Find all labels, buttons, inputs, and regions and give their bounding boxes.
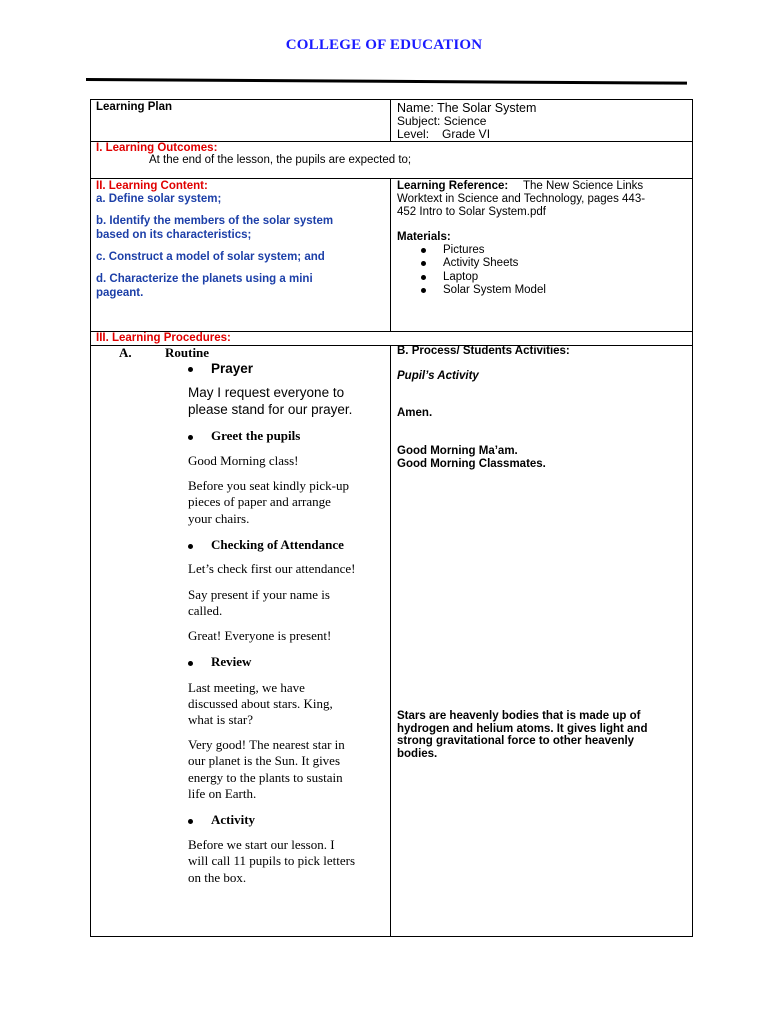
review-p1-l2: discussed about stars. King, — [188, 696, 333, 711]
attendance-p3: Great! Everyone is present! — [188, 628, 332, 643]
section-a-title: Routine — [165, 345, 210, 360]
row-divider — [90, 178, 693, 179]
section-a-label: A. — [119, 345, 132, 360]
procedures-heading: III. Learning Procedures: — [96, 332, 231, 344]
review-title: Review — [211, 654, 252, 669]
material-item: Laptop — [443, 271, 479, 283]
content-heading: II. Learning Content: — [96, 180, 208, 192]
column-divider — [390, 345, 391, 937]
reference-line1: The New Science Links — [523, 180, 644, 192]
reference-label: Learning Reference: — [397, 180, 509, 192]
review-p2-l3: energy to the plants to sustain — [188, 770, 343, 785]
activity-p1-l3: on the box. — [188, 870, 247, 885]
outcomes-intro: At the end of the lesson, the pupils are expected to; — [149, 154, 412, 166]
review-p1-l1: Last meeting, we have — [188, 680, 305, 695]
activity-p1-l1: Before we start our lesson. I — [188, 837, 335, 852]
materials-label: Materials: — [397, 231, 451, 243]
column-divider — [390, 99, 391, 141]
greet-reply-1: Good Morning Ma’am. — [397, 445, 518, 457]
review-p1-l3: what is star? — [188, 712, 253, 727]
review-p2-l2: our planet is the Sun. It gives — [188, 753, 341, 768]
attendance-title: Checking of Attendance — [211, 537, 344, 552]
material-item: Pictures — [443, 244, 485, 256]
bullet-icon — [421, 248, 426, 253]
bullet-icon — [188, 661, 193, 666]
attendance-p1: Let’s check first our attendance! — [188, 561, 356, 576]
review-p2-l4: life on Earth. — [188, 786, 257, 801]
college-header: COLLEGE OF EDUCATION — [285, 37, 483, 53]
outcomes-heading: I. Learning Outcomes: — [96, 142, 218, 154]
learning-plan-title: Learning Plan — [96, 101, 173, 113]
activity-p1-l2: will call 11 pupils to pick letters — [188, 853, 356, 868]
material-item: Activity Sheets — [443, 257, 519, 269]
column-divider — [390, 178, 391, 331]
process-heading: B. Process/ Students Activities: — [397, 345, 570, 357]
activity-title: Activity — [211, 812, 256, 827]
objective-b: b. Identify the members of the solar system — [96, 215, 334, 227]
greet-p2-l2: pieces of paper and arrange — [188, 494, 331, 509]
bullet-icon — [188, 819, 193, 824]
prayer-title: Prayer — [211, 361, 254, 376]
attendance-p2-l1: Say present if your name is — [188, 587, 330, 602]
prayer-line2: please stand for our prayer. — [188, 402, 353, 417]
bullet-icon — [188, 435, 193, 440]
star-answer-line2: hydrogen and helium atoms. It gives light and — [397, 723, 648, 735]
greet-p2-l3: your chairs. — [188, 511, 250, 526]
objective-b-cont: based on its characteristics; — [96, 229, 252, 241]
reference-line3: 452 Intro to Solar System.pdf — [397, 206, 546, 218]
greet-title: Greet the pupils — [211, 428, 301, 443]
objective-d-cont: pageant. — [96, 287, 144, 299]
greet-reply-2: Good Morning Classmates. — [397, 458, 546, 470]
bullet-icon — [421, 275, 426, 280]
bullet-icon — [421, 288, 426, 293]
header-rule — [86, 78, 687, 85]
bullet-icon — [421, 261, 426, 266]
objective-c: c. Construct a model of solar system; and — [96, 251, 325, 263]
pupils-activity-label: Pupil’s Activity — [397, 370, 479, 382]
plan-subject: Subject: Science — [397, 114, 487, 128]
greet-p2-l1: Before you seat kindly pick-up — [188, 478, 350, 493]
greet-p1: Good Morning class! — [188, 453, 299, 468]
prayer-line1: May I request everyone to — [188, 385, 345, 400]
plan-name: Name: The Solar System — [397, 101, 537, 115]
objective-d: d. Characterize the planets using a mini — [96, 273, 313, 285]
objective-a: a. Define solar system; — [96, 193, 222, 205]
star-answer-line4: bodies. — [397, 748, 438, 760]
bullet-icon — [188, 367, 193, 372]
plan-level-label: Level: — [397, 127, 430, 141]
plan-level-value: Grade VI — [442, 127, 491, 141]
star-answer-line1: Stars are heavenly bodies that is made up of — [397, 710, 641, 722]
review-p2-l1: Very good! The nearest star in — [188, 737, 345, 752]
reference-line2: Worktext in Science and Technology, pages 443- — [397, 193, 646, 205]
star-answer-line3: strong gravitational force to other heavenly — [397, 735, 635, 747]
amen-response: Amen. — [397, 407, 433, 419]
attendance-p2-l2: called. — [188, 603, 223, 618]
material-item: Solar System Model — [443, 284, 546, 296]
bullet-icon — [188, 544, 193, 549]
